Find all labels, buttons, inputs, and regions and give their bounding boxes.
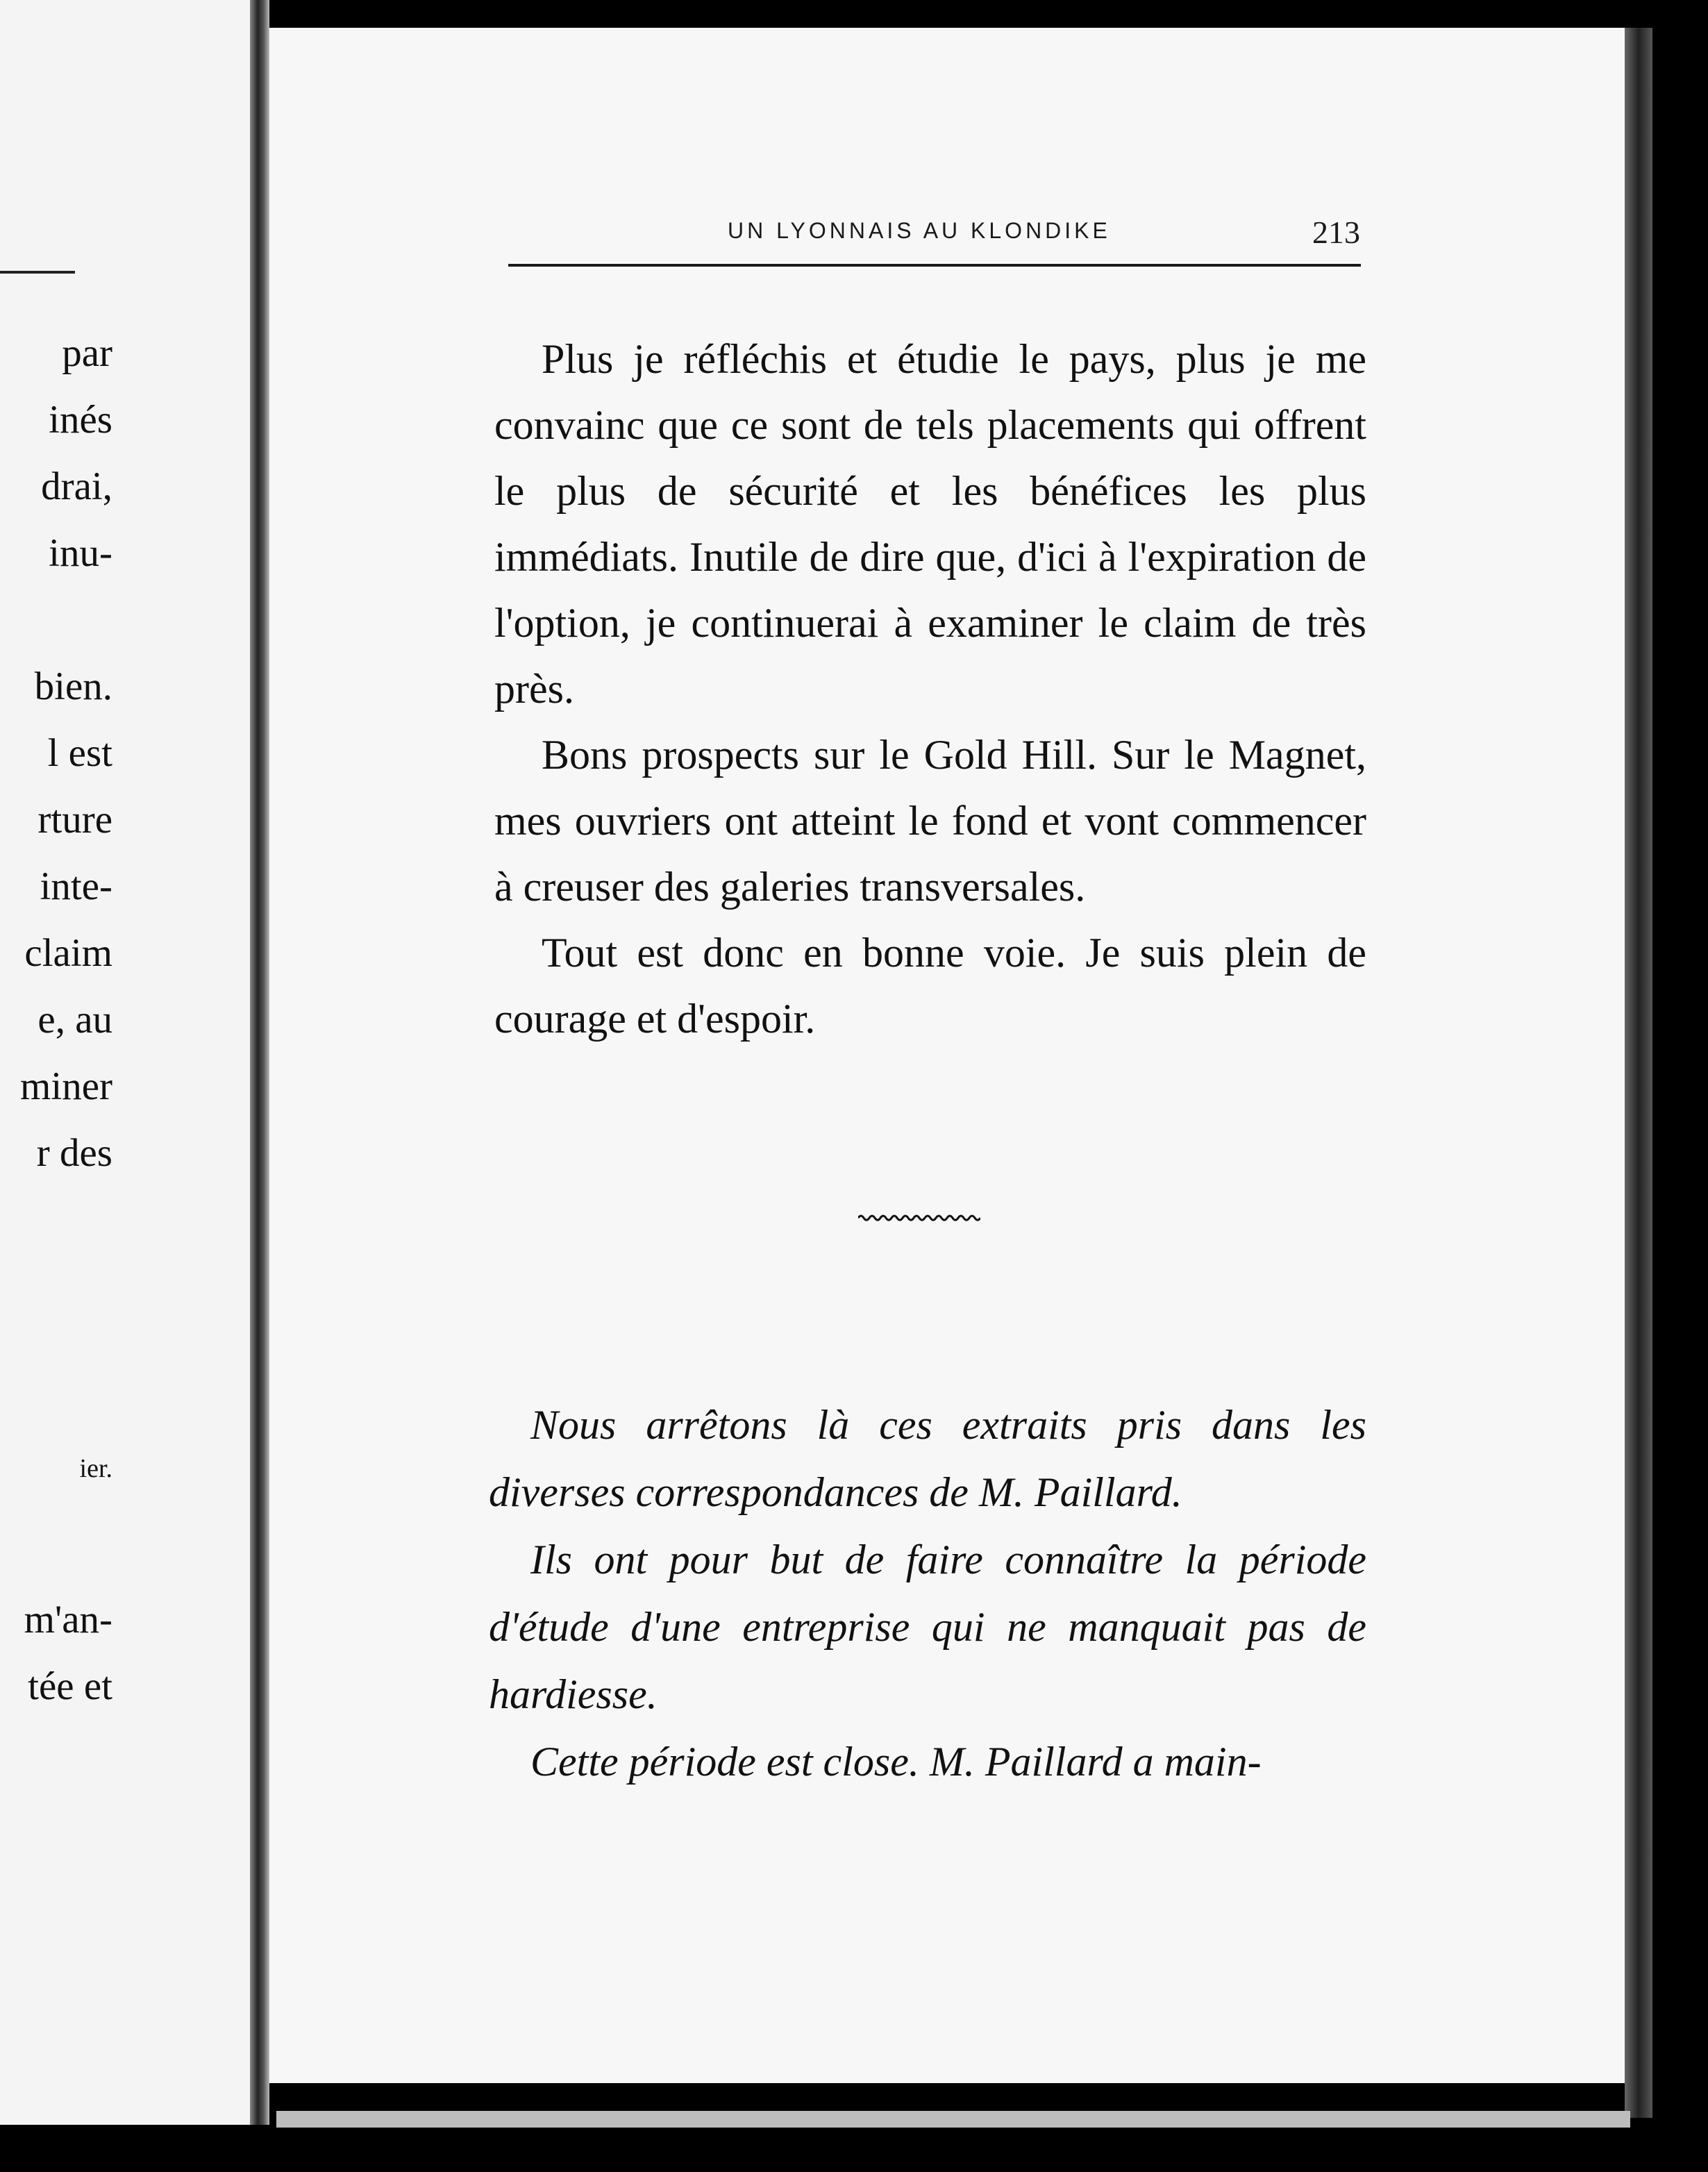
facing-page-line: rture (37, 798, 112, 842)
facing-page-line: bien. (34, 665, 112, 708)
facing-page-line: inte- (40, 864, 112, 908)
running-head: UN LYONNAIS AU KLONDIKE (728, 218, 1111, 243)
italic-paragraph: Ils ont pour but de faire connaître la période d'étude d'une entreprise qui ne manquait pas de hardiesse. (489, 1537, 1366, 1717)
facing-page-line: drai, (41, 465, 112, 508)
facing-page-header-rule (0, 271, 75, 274)
facing-page-line: r des (36, 1131, 112, 1175)
header-rule (508, 264, 1361, 267)
facing-page-line: par (62, 331, 112, 375)
editorial-note (489, 1392, 1366, 1796)
facing-page-line: inu- (49, 531, 112, 575)
facing-page-line: tée et (28, 1664, 112, 1708)
page-edge-shadow (1625, 28, 1652, 2118)
paragraph: Tout est donc en bonne voie. Je suis plein de courage et d'espoir. (494, 930, 1366, 1042)
book-spine-gutter (250, 0, 269, 2125)
facing-page-line: inés (49, 398, 112, 442)
section-divider-ornament (858, 1212, 980, 1223)
body-text (494, 326, 1366, 1052)
facing-page-line: l est (47, 731, 112, 775)
facing-page-line: miner (20, 1064, 112, 1108)
page-number: 213 (1312, 215, 1360, 250)
paragraph: Plus je réfléchis et étudie le pays, plus je me convainc que ce sont de tels placements qui offrent le plus de sécurité et les bénéfices les plus immédiats. Inutile de dire que, d'ici à l'expiration de l'option, je continuerai à examiner le claim de très près. (494, 336, 1366, 712)
facing-page-line: m'an- (24, 1598, 112, 1641)
page-bottom-edge (276, 2111, 1630, 2128)
facing-page-footnote: ier. (79, 1454, 112, 1483)
paragraph: Bons prospects sur le Gold Hill. Sur le Magnet, mes ouvriers ont atteint le fond et vont commencer à creuser des galeries transversales. (494, 732, 1366, 910)
facing-page (0, 0, 251, 2125)
italic-paragraph: Nous arrêtons là ces extraits pris dans les diverses correspondances de M. Paillard. (489, 1402, 1366, 1515)
facing-page-line: claim (24, 931, 112, 975)
italic-paragraph: Cette période est close. M. Paillard a main- (530, 1739, 1262, 1785)
facing-page-line: e, au (37, 998, 112, 1042)
